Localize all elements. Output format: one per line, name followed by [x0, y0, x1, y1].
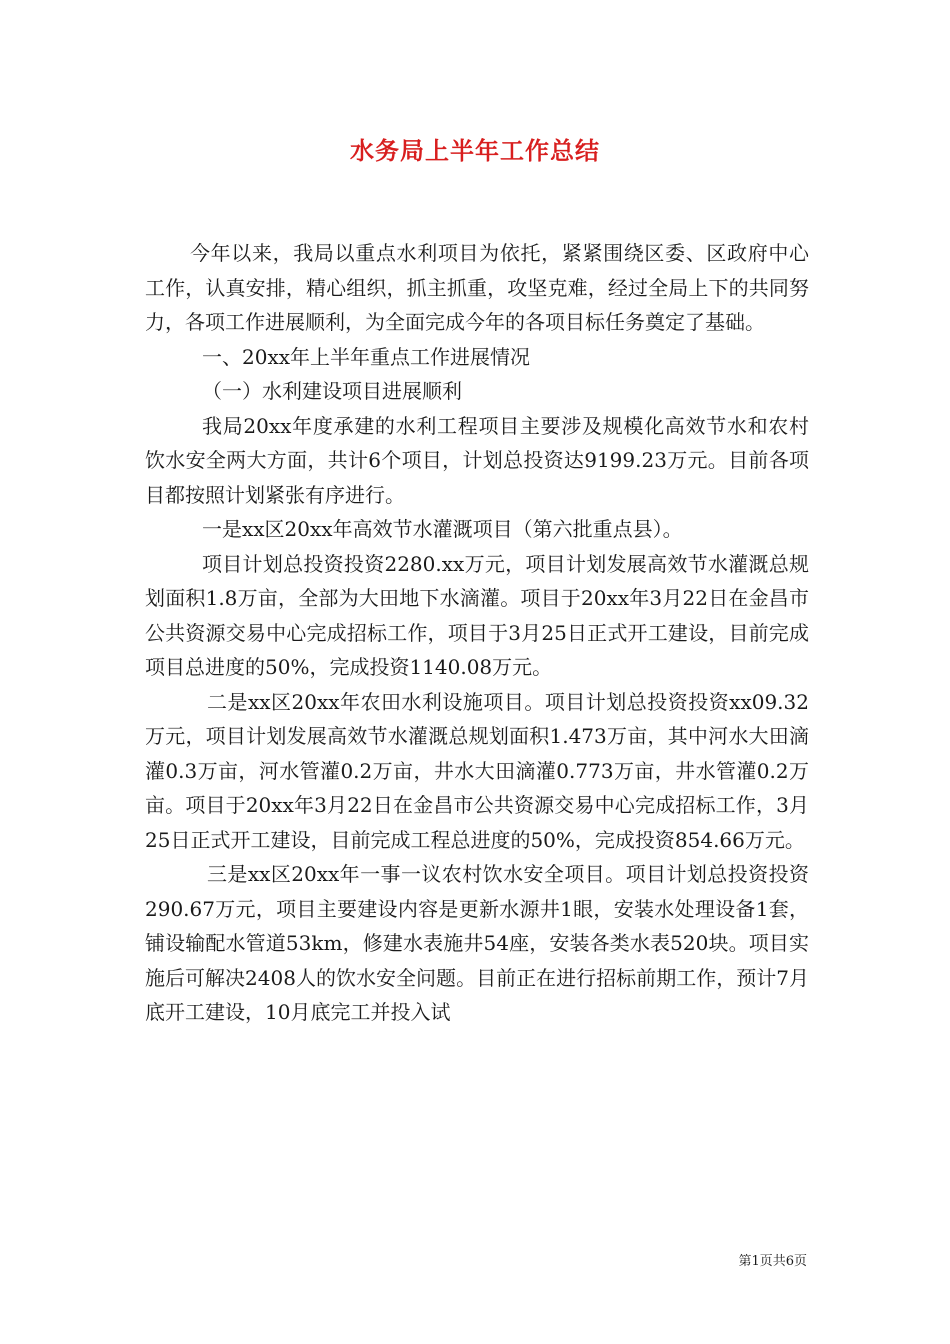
item1-title: 一是xx区20xx年高效节水灌溉项目（第六批重点县）。 [202, 517, 683, 541]
item1-body: 项目计划总投资投资2280.xx万元，项目计划发展高效节水灌溉总规划面积1.8万亩，全部为大田地下水滴灌。项目于20xx年3月22日在金昌市公共资源交易中心完成招标工作，项目于3月25日正式开工建设，目前完成项目总进度的50%，完成投资1140.08万元。 [145, 551, 809, 679]
section-heading: 一、20xx年上半年重点工作进展情况 [202, 344, 531, 369]
item3-paragraph: 三是xx区20xx年一事一议农村饮水安全项目。项目计划总投资投资290.67万元，项目主要建设内容是更新水源井1眼，安装水处理设备1套，铺设输配水管道53km，修建水表施井54座，安装各类水表520块。项目实施后可解决2408人的饮水安全问题。目前正在进行招标前期工作，预计7月底开工建设，10月底完工并投入试 [145, 862, 809, 1024]
document-title: 水务局上半年工作总结 [350, 136, 600, 165]
document-body [145, 236, 809, 1030]
page-number: 第1页共6页 [738, 1254, 807, 1269]
intro-paragraph: 今年以来，我局以重点水利项目为依托，紧紧围绕区委、区政府中心工作，认真安排，精心组织，抓主抓重，攻坚克难，经过全局上下的共同努力，各项工作进展顺利，为全面完成今年的各项目标任务奠定了基础。 [145, 241, 809, 334]
item2-paragraph: 二是xx区20xx年农田水利设施项目。项目计划总投资投资xx09.32万元，项目计划发展高效节水灌溉总规划面积1.473万亩，其中河水大田滴灌0.3万亩，河水管灌0.2万亩，井水大田滴灌0.773万亩，井水管灌0.2万亩。项目于20xx年3月22日在金昌市公共资源交易中心完成招标工作，3月25日正式开工建设，目前完成工程总进度的50%，完成投资854.66万元。 [145, 689, 809, 852]
subsection-heading: （一）水利建设项目进展顺利 [202, 379, 462, 403]
overview-paragraph: 我局20xx年度承建的水利工程项目主要涉及规模化高效节水和农村饮水安全两大方面，共计6个项目，计划总投资达9199.23万元。目前各项目都按照计划紧张有序进行。 [145, 413, 809, 507]
